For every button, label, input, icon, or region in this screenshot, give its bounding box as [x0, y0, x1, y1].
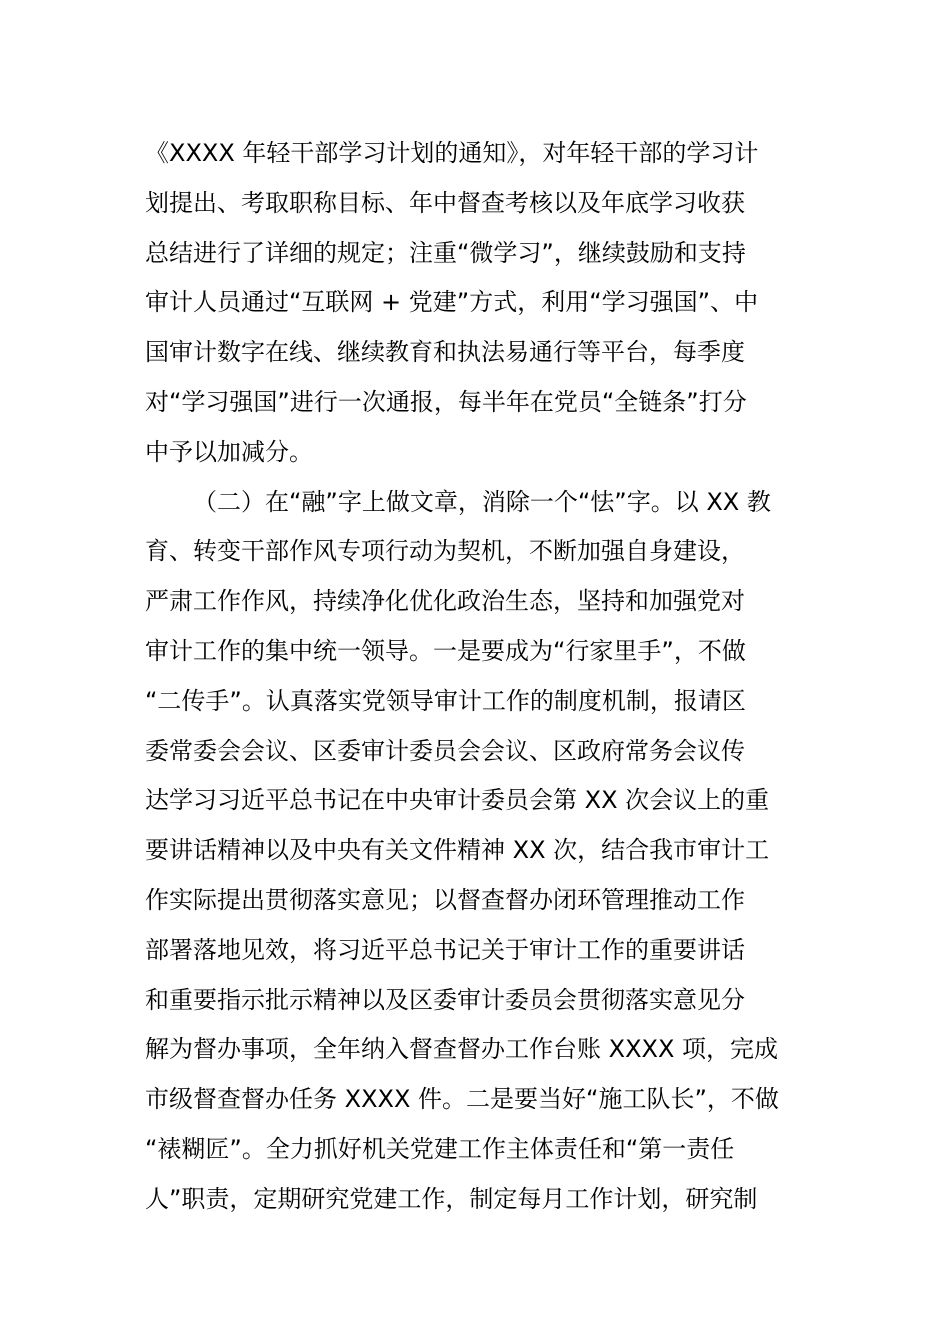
- text-line-4: 审计人员通过“互联网 + 党建”方式，利用“学习强国”、中: [145, 288, 759, 317]
- text-line-5: 国审计数字在线、继续教育和执法易通行等平台，每季度: [145, 338, 745, 367]
- text-line-1: 《XXXX 年轻干部学习计划的通知》，对年轻干部的学习计: [145, 139, 759, 167]
- text-line-10: 严肃工作作风，持续净化优化政治生态，坚持和加强党对: [145, 587, 745, 616]
- text-line-11: 审计工作的集中统一领导。一是要成为“行家里手”，不做: [145, 636, 746, 665]
- text-line-3: 总结进行了详细的规定；注重“微学习”，继续鼓励和支持: [145, 238, 746, 267]
- text-line-20: 市级督查督办任务 XXXX 件。二是要当好“施工队长”，不做: [145, 1085, 779, 1114]
- text-line-6: 对“学习强国”进行一次通报，每半年在党员“全链条”打分: [145, 387, 747, 416]
- text-line-7: 中予以加减分。: [145, 437, 313, 466]
- section-heading-line: （二）在“融”字上做文章，消除一个“怯”字。以 XX 教: [193, 487, 771, 516]
- text-line-15: 要讲话精神以及中央有关文件精神 XX 次，结合我市审计工: [145, 836, 770, 865]
- text-line-18: 和重要指示批示精神以及区委审计委员会贯彻落实意见分: [145, 985, 745, 1014]
- document-body: [145, 129, 807, 1225]
- text-line-19: 解为督办事项，全年纳入督查督办工作台账 XXXX 项，完成: [145, 1035, 779, 1064]
- text-line-14: 达学习习近平总书记在中央审计委员会第 XX 次会议上的重: [145, 786, 770, 815]
- text-line-21: “裱糊匠”。全力抓好机关党建工作主体责任和“第一责任: [145, 1134, 735, 1163]
- text-line-12: “二传手”。认真落实党领导审计工作的制度机制，报请区: [145, 686, 746, 715]
- text-line-2: 划提出、考取职称目标、年中督查考核以及年底学习收获: [145, 188, 745, 217]
- text-line-17: 部署落地见效，将习近平总书记关于审计工作的重要讲话: [145, 935, 745, 964]
- text-line-22: 人”职责，定期研究党建工作，制定每月工作计划，研究制: [145, 1184, 758, 1213]
- text-line-9: 育、转变干部作风专项行动为契机，不断加强自身建设，: [145, 537, 745, 566]
- text-line-13: 委常委会会议、区委审计委员会会议、区政府常务会议传: [145, 736, 745, 765]
- text-line-16: 作实际提出贯彻落实意见；以督查督办闭环管理推动工作: [145, 885, 745, 914]
